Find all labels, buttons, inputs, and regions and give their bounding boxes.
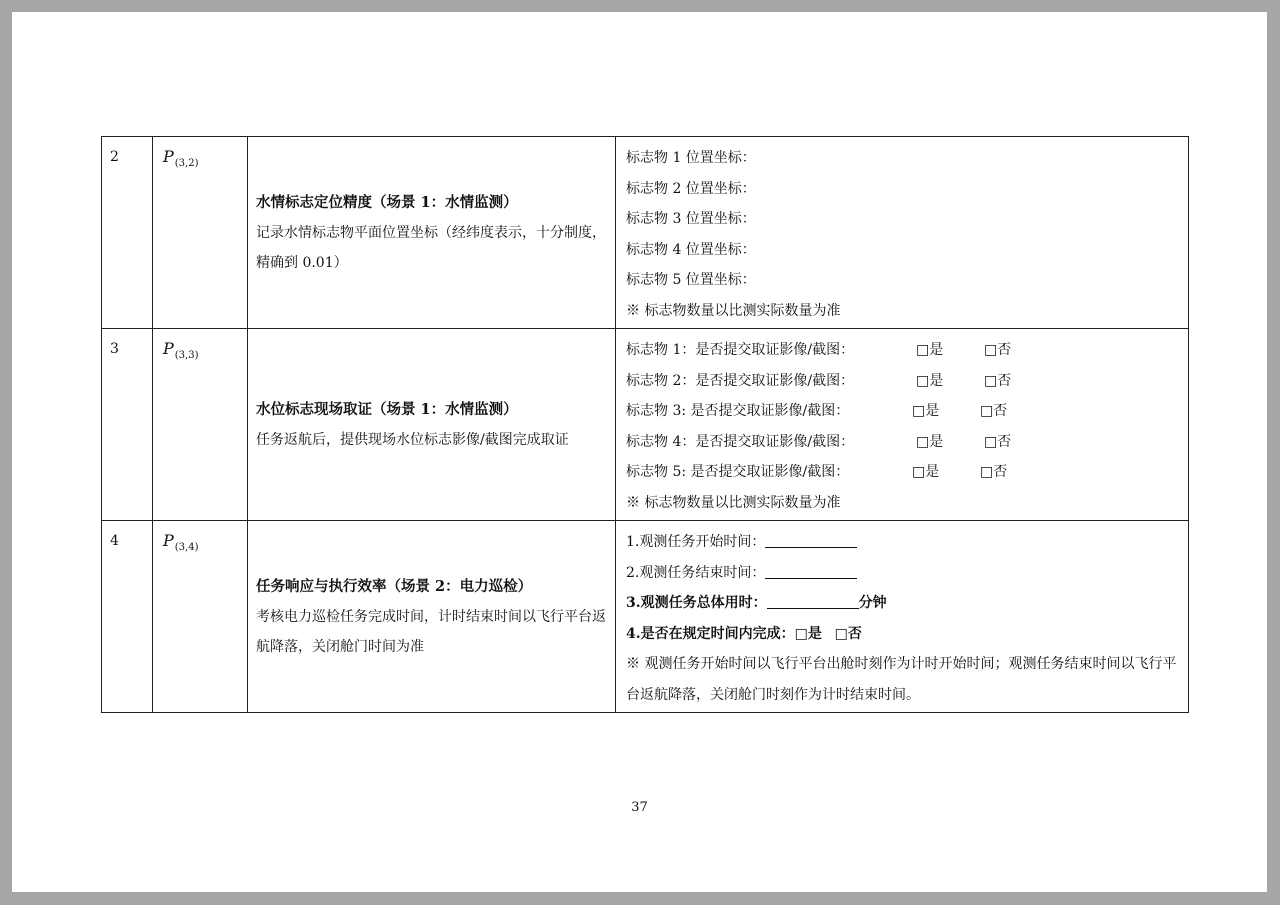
row-number-cell [102,521,153,713]
evidence-line-4 [626,427,1188,458]
description-cell [248,137,616,329]
evidence-line-2 [626,366,1188,397]
evidence-label: 标志物 1：是否提交取证影像/截图： [626,342,855,358]
start-time-label: 1.观测任务开始时间： [626,534,766,550]
start-time-line [626,527,1188,558]
param-cell [153,137,248,329]
evaluation-table [101,136,1189,713]
page-number: 37 [631,800,648,815]
row-number-cell [102,137,153,329]
metric-title: 水位标志现场取证（场景 1：水情监测） [256,400,518,418]
row-number-cell [102,329,153,521]
document-page [12,12,1267,892]
record-line: 标志物 2 位置坐标： [626,180,756,197]
record-cell [616,329,1189,521]
param-symbol: P [163,531,174,550]
evidence-line-1 [626,335,1188,366]
no-checkbox[interactable]: □否 [834,625,862,642]
table-row [102,329,1189,521]
param-subscript: (3,2) [174,158,199,169]
total-time-line [626,588,1188,619]
row-number: 4 [110,533,119,549]
end-time-line [626,558,1188,589]
in-time-label: 4.是否在规定时间内完成： [626,625,795,642]
total-time-label: 3.观测任务总体用时： [626,595,767,611]
no-checkbox[interactable]: □否 [980,403,1008,419]
param-cell [153,329,248,521]
end-time-blank[interactable] [765,562,857,579]
row-number: 2 [110,149,119,165]
param-subscript: (3,4) [174,542,199,553]
evidence-line-5 [626,457,1188,488]
no-checkbox[interactable]: □否 [984,342,1012,358]
description-cell [248,329,616,521]
record-line: 标志物 1 位置坐标： [626,150,756,166]
record-line: 标志物 4 位置坐标： [626,241,756,258]
param-cell [153,521,248,713]
metric-title: 任务响应与执行效率（场景 2：电力巡检） [256,577,533,595]
record-note: ※ 标志物数量以比测实际数量为准 [626,494,841,511]
record-note: ※ 标志物数量以比测实际数量为准 [626,302,841,319]
no-checkbox[interactable]: □否 [980,464,1008,480]
evidence-label: 标志物 4：是否提交取证影像/截图： [626,433,855,450]
yes-checkbox[interactable]: □是 [912,464,940,480]
param-subscript: (3,3) [174,350,199,361]
record-line: 标志物 3 位置坐标： [626,211,756,227]
evidence-label: 标志物 5: 是否提交取证影像/截图： [626,464,850,480]
no-checkbox[interactable]: □否 [984,433,1012,450]
metric-description: 考核电力巡检任务完成时间，计时结束时间以飞行平台返航降落，关闭舱门时间为准 [256,608,606,655]
description-cell [248,521,616,713]
record-note: ※ 观测任务开始时间以飞行平台出舱时刻作为计时开始时间；观测任务结束时间以飞行平台返航降落，关闭舱门时刻作为计时结束时间。 [626,656,1177,703]
evidence-line-3 [626,396,1188,427]
record-cell [616,137,1189,329]
param-symbol: P [163,339,174,358]
total-time-unit: 分钟 [858,595,887,611]
record-cell [616,521,1189,713]
yes-checkbox[interactable]: □是 [916,372,944,389]
yes-checkbox[interactable]: □是 [794,625,822,642]
table-row [102,521,1189,713]
yes-checkbox[interactable]: □是 [912,403,940,419]
metric-description: 任务返航后，提供现场水位标志影像/截图完成取证 [256,431,569,448]
yes-checkbox[interactable]: □是 [916,342,944,358]
metric-title: 水情标志定位精度（场景 1：水情监测） [256,193,518,211]
table-row [102,137,1189,329]
yes-checkbox[interactable]: □是 [916,433,944,450]
metric-description: 记录水情标志物平面位置坐标（经纬度表示，十分制度，精确到 0.01） [256,224,606,271]
start-time-blank[interactable] [765,531,857,548]
row-number: 3 [110,341,119,357]
param-symbol: P [163,147,174,166]
record-line: 标志物 5 位置坐标： [626,272,756,288]
no-checkbox[interactable]: □否 [984,372,1012,389]
end-time-label: 2.观测任务结束时间： [626,564,766,581]
evidence-label: 标志物 2：是否提交取证影像/截图： [626,372,855,389]
in-time-line [626,619,1188,650]
total-time-blank[interactable] [767,592,859,609]
evidence-label: 标志物 3: 是否提交取证影像/截图： [626,403,850,419]
